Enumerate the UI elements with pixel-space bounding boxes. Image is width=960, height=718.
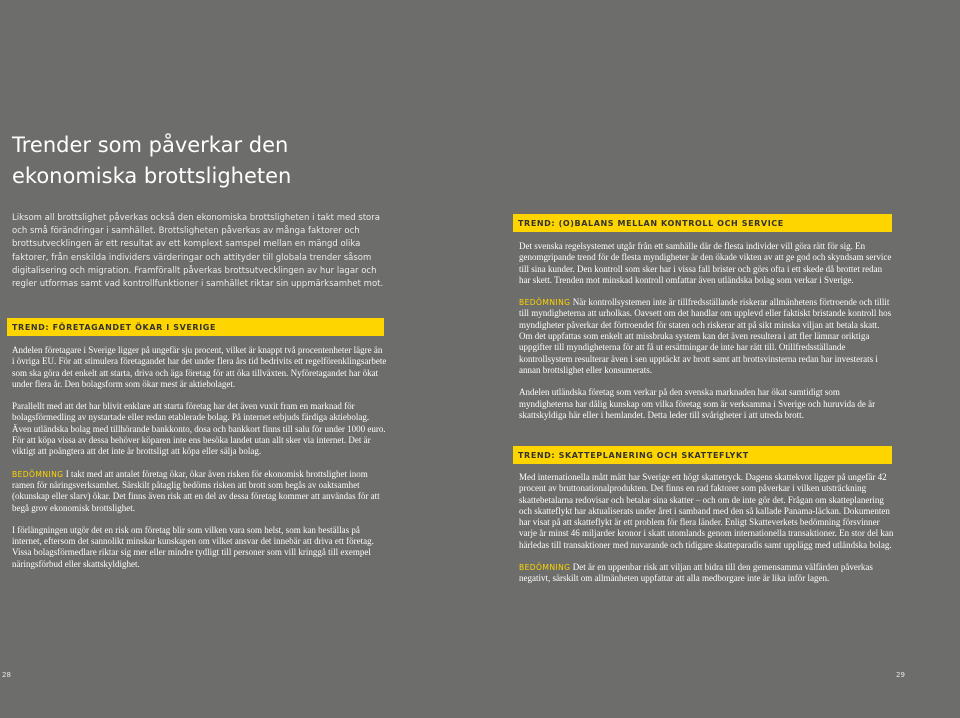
page-title: Trender som påverkar den ekonomiska brottsligheten — [12, 133, 292, 188]
trend-heading-balans — [513, 214, 892, 232]
page-number-left: 28 — [2, 671, 11, 679]
trend-heading-label: TREND: FÖRETAGANDET ÖKAR I SVERIGE — [12, 322, 217, 332]
assessment-text: Det är en uppenbar risk att viljan att bidra till den gemensamma välfärden påverkas negativt, särskilt om allmänheten uppfattar att alla medborgare inte är lika inför lagen. — [519, 562, 873, 584]
left-body-text — [12, 345, 387, 581]
right-body-text-2 — [519, 472, 894, 596]
assessment-paragraph — [519, 562, 894, 585]
trend-heading-foretagandet — [7, 318, 384, 336]
assessment-text: När kontrollsystemen inte är tillfredsställande riskerar allmänhetens förtroende och tillit till myndigheterna att urholkas. Oavsett om det handlar om upplevd eller faktiskt bristande kontroll hos myndigheter påverkar det förtroendet för staten och riskerar att på sikt minska viljan att betala skatt. Om det uppfattas som enkelt att missbruka system kan det även resultera i att fler lämnar oriktiga uppgifter till myndigheterna för att få ut ersättningar de inte har rätt till. Otillfredsställande kontrollsystem resulterar även i sen upptäckt av brott samt att brottsvinsterna redan har investerats i annan brottslighet eller konsumerats. — [519, 297, 892, 375]
trend-heading-label: TREND: (O)BALANS MELLAN KONTROLL OCH SERVICE — [518, 218, 784, 228]
trend-heading-skatteplanering — [513, 446, 892, 464]
right-body-text-1 — [519, 241, 894, 432]
right-page — [480, 0, 960, 718]
assessment-label: BEDÖMNING — [519, 298, 571, 308]
assessment-paragraph — [12, 469, 387, 514]
paragraph: I förlängningen utgör det en risk om företag blir som vilken vara som helst, som kan beställas på internet, eftersom det sannolikt minskar kunskapen om vilket ansvar det innebär att driva ett företag. Vissa bolagsförmedlare riktar sig mer eller mindre tydligt till personer som vill kringgå till exempel näringsförbud eller skattskyldighet. — [12, 524, 374, 569]
paragraph: Andelen företagare i Sverige ligger på ungefär sju procent, vilket är knappt två procentenheter lägre än i övriga EU. För att stimulera företagandet har det under flera års tid bedrivits ett regelförenklingsarbete som ska göra det enkelt att starta, driva och äga företag för att öka tillväxten. Nyföretagandet har ökat under flera år. Den bolagsform som ökar mest är aktiebolaget. — [12, 345, 387, 389]
paragraph: Med internationella mått mätt har Sverige ett högt skattetryck. Dagens skattekvot ligger på ungefär 42 procent av bruttonationalprodukten. Det finns en rad faktorer som påverkar i vilken utsträckning skattebetalarna redovisar och betalar sina skatter – och om de inte gör det. Frågan om skatteplanering och skatteflykt har aktualiserats under året i samband med den så kallade Panama-läckan. Dokumenten har visat på att skatteflykt är ett problem för flera länder. Enligt Skatteverkets bedömning försvinner varje år minst 46 miljarder kronor i skatt utomlands genom internationella transaktioner. En stor del kan härledas till transaktioner med nuvarande och tidigare skatteparadis samt upplägg med utländska bolag. — [519, 472, 894, 550]
intro-paragraph: Liksom all brottslighet påverkas också den ekonomiska brottsligheten i takt med stora och små förändringar i samhället. Brottsligheten påverkas av många faktorer och brottsutvecklingen är ett resultat av ett komplext samspel mellan en mängd olika faktorer, från enskilda individers värderingar och attityder till globala trender såsom digitalisering och migration. Framförallt påverkas brottsutvecklingen av hur lagar och regler utformas samt vad kontrollfunktioner i samhället riktar sin uppmärksamhet mot. — [12, 213, 384, 290]
assessment-text: I takt med att antalet företag ökar, ökar även risken för ekonomisk brottslighet inom ramen för näringsverksamhet. Särskilt påtaglig bedöms risken att brott som begås av oaktsamhet (okunskap eller slarv) ökar. Det finns även risk att en del av dessa företag kommer att användas för att begå grov ekonomisk brottslighet. — [12, 468, 380, 513]
assessment-label: BEDÖMNING — [519, 563, 571, 573]
assessment-paragraph — [519, 297, 894, 376]
assessment-label: BEDÖMNING — [12, 469, 64, 479]
paragraph: Det svenska regelsystemet utgår från ett samhälle där de flesta individer vill göra rätt för sig. En genomgripande trend för de flesta myndigheter är den ökade vikten av att ge god och skyndsam service till sina kunder. Den kontroll som sker har i vissa fall brister och görs ofta i ett skede då brottet redan har skett. Trenden mot minskad kontroll omfattar även utländska bolag som verkar i Sverige. — [519, 241, 892, 285]
paragraph: Parallellt med att det har blivit enklare att starta företag har det även vuxit fram en marknad för bolagsförmedling av nystartade eller redan etablerade bolag. På internet erbjuds färdiga aktiebolag. Även utländska bolag med tillhörande bankkonto, dosa och bankkort finns till salu för under 1000 euro. För att köpa vissa av dessa behöver köparen inte ens besöka landet utan allt sker via internet. Det är viktigt att poängtera att det inte är brottsligt att köpa eller sälja bolag. — [12, 401, 386, 457]
paragraph: Andelen utländska företag som verkar på den svenska marknaden har ökat samtidigt som myndigheterna har dålig kunskap om vilka företag som är verksamma i Sverige och huruvida de är skattskyldiga här eller i hemlandet. Detta leder till svårigheter i att utreda brott. — [519, 387, 876, 420]
page-number-right: 29 — [896, 671, 905, 679]
trend-heading-label: TREND: SKATTEPLANERING OCH SKATTEFLYKT — [518, 450, 749, 460]
